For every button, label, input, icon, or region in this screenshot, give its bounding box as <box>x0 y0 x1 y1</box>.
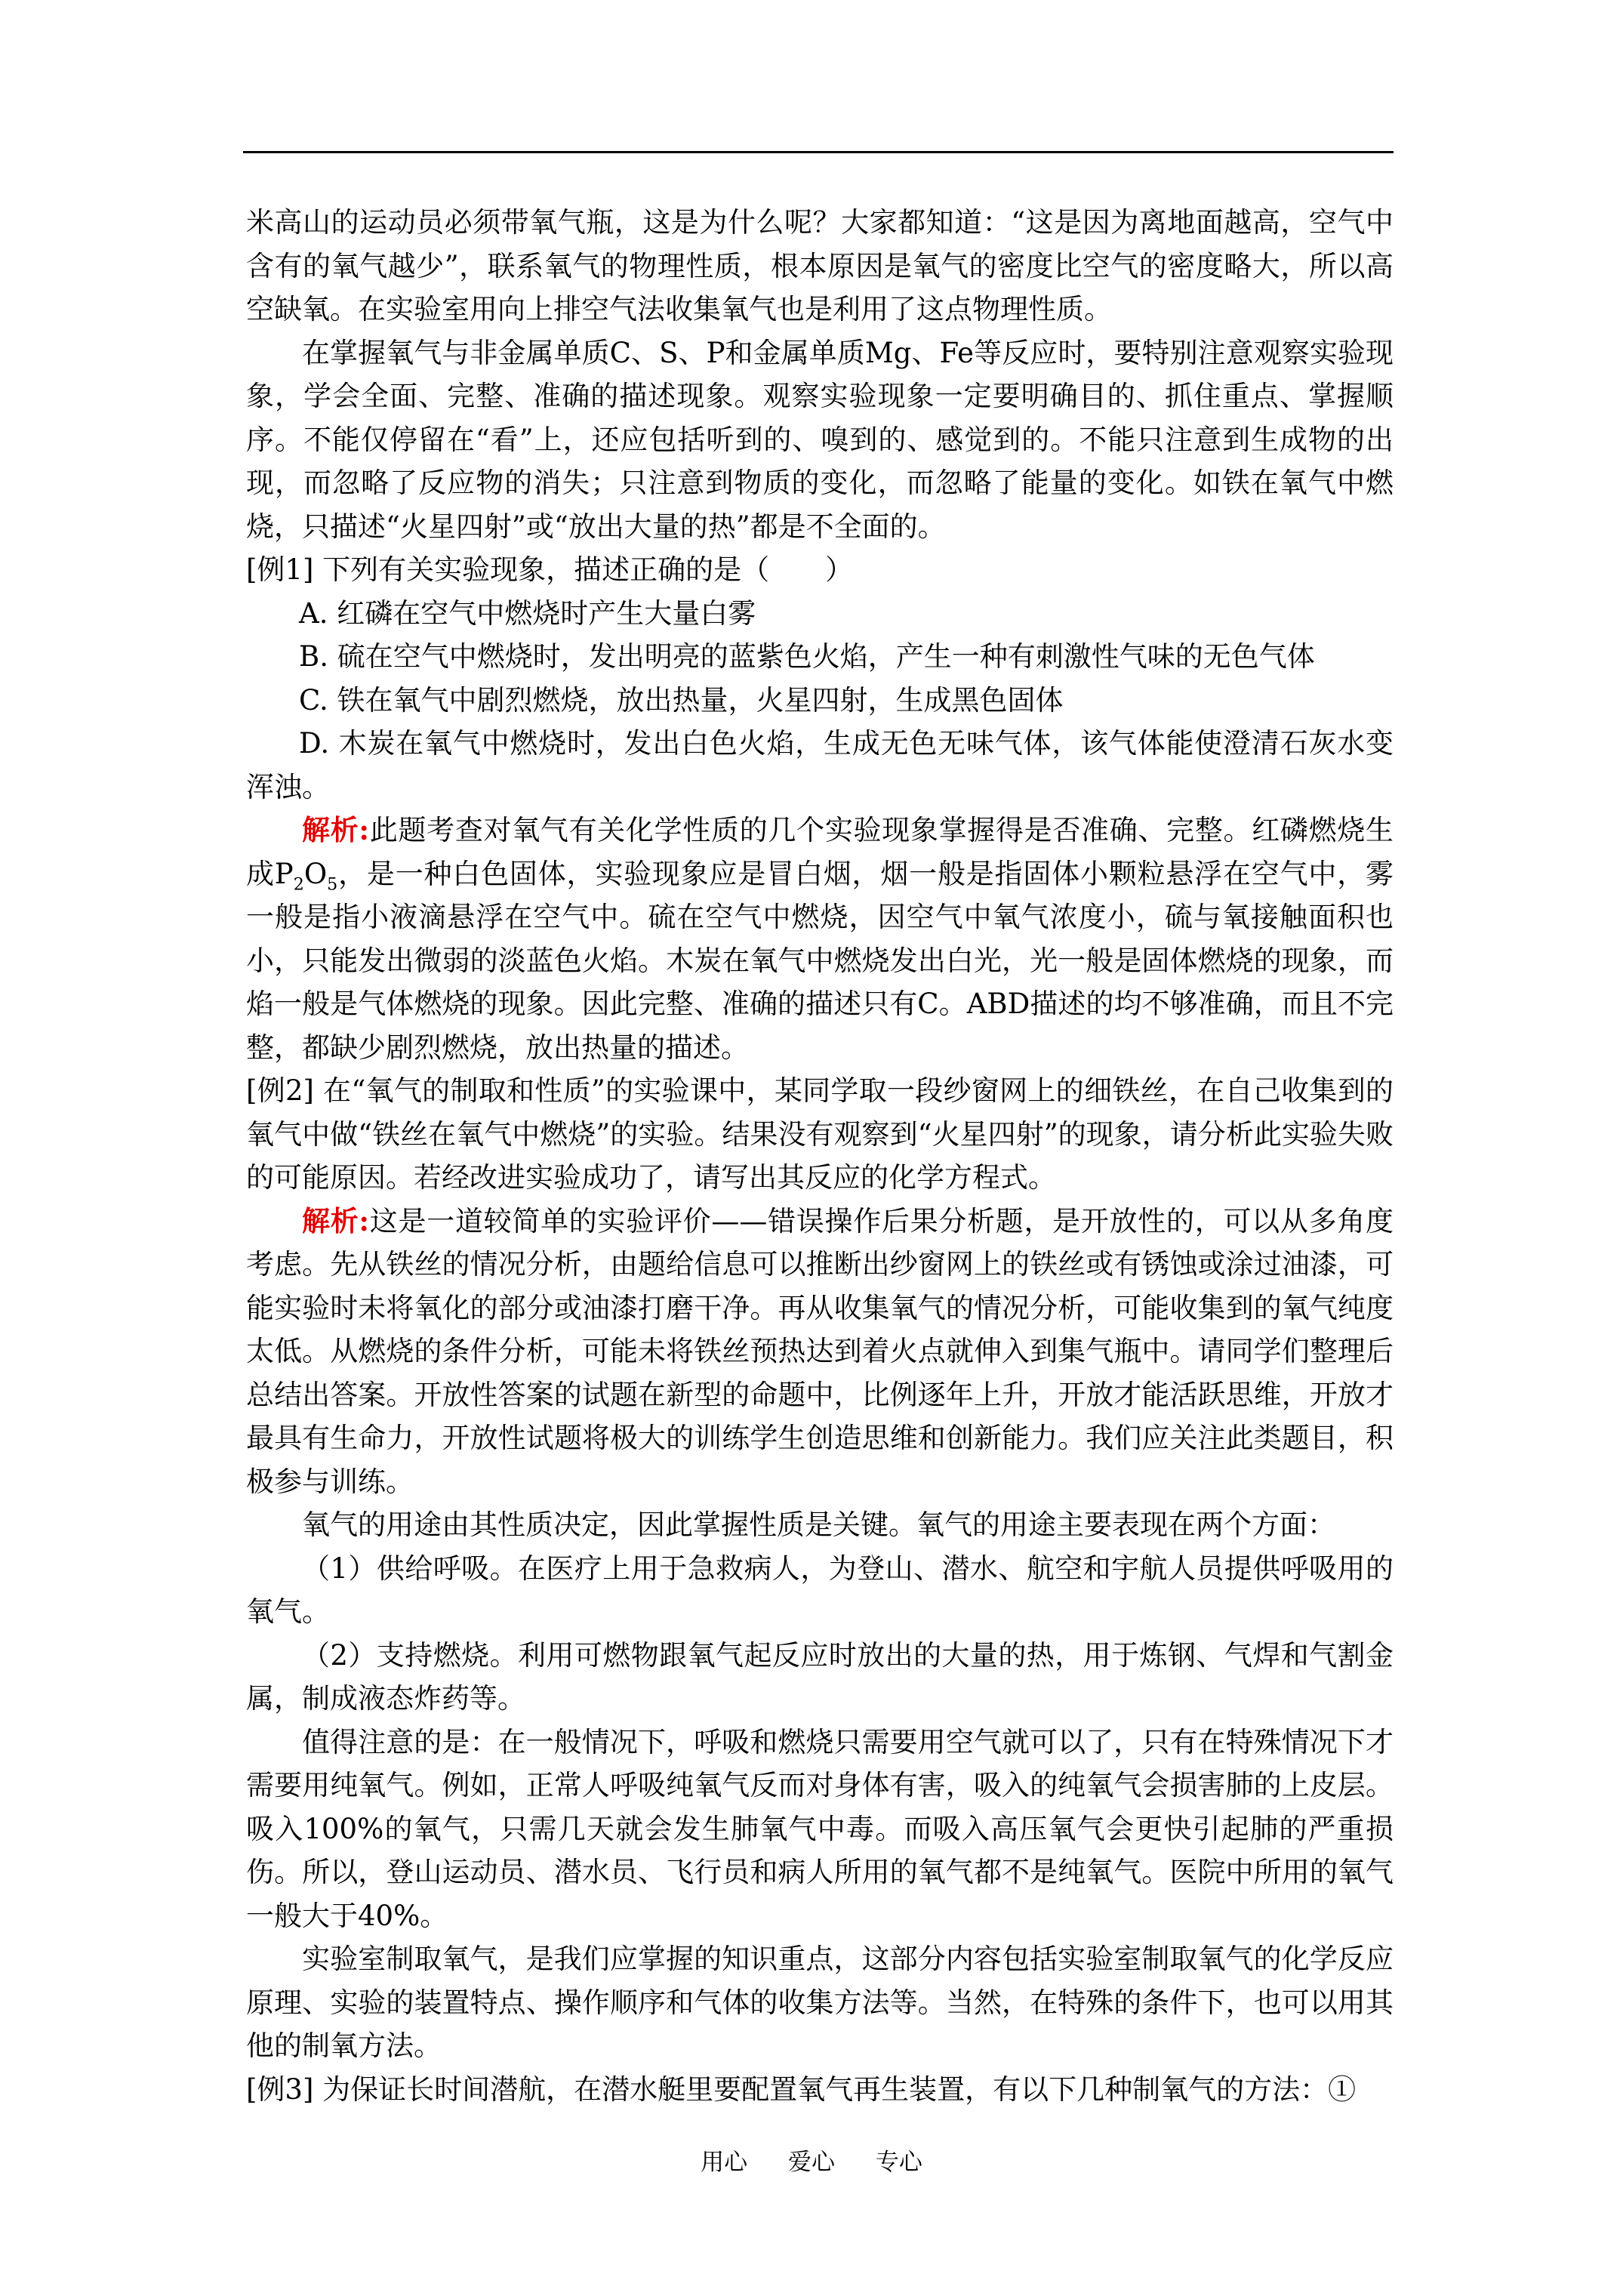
paragraph-observation: 在掌握氧气与非金属单质C、S、P和金属单质Mg、Fe等反应时，要特别注意观察实验现象，学会全面、完整、准确的描述现象。观察实验现象一定要明确目的、抓住重点、掌握顺序。不能仅停留在“看”上，还应包括听到的、嗅到的、感觉到的。不能只注意到生成物的出现，而忽略了反应物的消失；只注意到物质的变化，而忽略了能量的变化。如铁在氧气中燃烧，只描述“火星四射”或“放出大量的热”都是不全面的。 <box>246 336 1394 543</box>
footer-word-3: 专心 <box>875 2149 922 2176</box>
example-1-option-c: C. 铁在氧气中剧烈燃烧，放出热量，火星四射，生成黑色固体 <box>299 683 1064 717</box>
header-rule <box>243 151 1394 153</box>
analysis-text-part1: 此题考查对氧气有关化学性质的几个实验现象掌握得是否准确、完整。红磷燃烧生成P <box>246 814 1394 890</box>
analysis-text-part2: ，是一种白色固体，实验现象应是冒白烟，烟一般是指固体小颗粒悬浮在空气中，雾一般是指小液滴悬浮在空气中。硫在空气中燃烧，因空气中氧气浓度小，硫与氧接触面积也小，只能发出微弱的淡蓝色火焰。木炭在氧气中燃烧发出白光，光一般是固体燃烧的现象，而焰一般是气体燃烧的现象。因此完整、准确的描述只有C。ABD描述的均不够准确，而且不完整，都缺少剧烈燃烧，放出热量的描述。 <box>246 857 1394 1064</box>
example-2-question: [例2] 在“氧气的制取和性质”的实验课中，某同学取一段纱窗网上的细铁丝，在自己收集到的氧气中做“铁丝在氧气中燃烧”的实验。结果没有观察到“火星四射”的现象，请分析此实验失败的可能原因。若经改进实验成功了，请写出其反应的化学方程式。 <box>246 1074 1394 1194</box>
example-2-analysis <box>246 1200 1394 1504</box>
paragraph-note: 值得注意的是：在一般情况下，呼吸和燃烧只需要用空气就可以了，只有在特殊情况下才需要用纯氧气。例如，正常人呼吸纯氧气反而对身体有害，吸入的纯氧气会损害肺的上皮层。吸入100%的氧气，只需几天就会发生肺氧气中毒。而吸入高压氧气会更快引起肺的严重损伤。所以，登山运动员、潜水员、飞行员和病人所用的氧气都不是纯氧气。医院中所用的氧气一般大于40%。 <box>246 1725 1394 1932</box>
oxygen-symbol: O <box>303 857 328 890</box>
footer-word-2: 爱心 <box>788 2149 835 2176</box>
example-1-analysis <box>246 809 1394 1069</box>
analysis-label: 解析: <box>302 1203 370 1237</box>
page-footer <box>0 2143 1623 2177</box>
paragraph-use-breathing: （1）供给呼吸。在医疗上用于急救病人，为登山、潜水、航空和宇航人员提供呼吸用的氧气。 <box>246 1552 1394 1628</box>
example-1-option-a: A. 红磷在空气中燃烧时产生大量白雾 <box>299 596 756 630</box>
footer-word-1: 用心 <box>701 2149 748 2176</box>
paragraph-use-combustion: （2）支持燃烧。利用可燃物跟氧气起反应时放出的大量的热，用于炼钢、气焊和气割金属，制成液态炸药等。 <box>246 1638 1394 1715</box>
paragraph-lab-preparation: 实验室制取氧气，是我们应掌握的知识重点，这部分内容包括实验室制取氧气的化学反应原理、实验的装置特点、操作顺序和气体的收集方法等。当然，在特殊的条件下，也可以用其他的制氧方法。 <box>246 1943 1394 2062</box>
example-1-option-b: B. 硫在空气中燃烧时，发出明亮的蓝紫色火焰，产生一种有刺激性气味的无色气体 <box>299 640 1315 673</box>
subscript-5: 5 <box>327 874 338 894</box>
analysis-label: 解析: <box>302 813 370 846</box>
example-3-question: [例3] 为保证长时间潜航，在潜水艇里要配置氧气再生装置，有以下几种制氧气的方法：① <box>246 2073 1357 2106</box>
example-1-option-d: D. 木炭在氧气中燃烧时，发出白色火焰，生成无色无味气体，该气体能使澄清石灰水变浑浊。 <box>246 727 1394 803</box>
subscript-2: 2 <box>293 874 304 894</box>
example-1-question: [例1] 下列有关实验现象，描述正确的是（ ） <box>246 553 854 586</box>
document-body <box>246 201 1394 2111</box>
analysis-text: 这是一道较简单的实验评价——错误操作后果分析题，是开放性的，可以从多角度考虑。先从铁丝的情况分析，由题给信息可以推断出纱窗网上的铁丝或有锈蚀或涂过油漆，可能实验时未将氧化的部分或油漆打磨干净。再从收集氧气的情况分析，可能收集到的氧气纯度太低。从燃烧的条件分析，可能未将铁丝预热达到着火点就伸入到集气瓶中。请同学们整理后总结出答案。开放性答案的试题在新型的命题中，比例逐年上升，开放才能活跃思维，开放才最具有生命力，开放性试题将极大的训练学生创造思维和创新能力。我们应关注此类题目，积极参与训练。 <box>246 1204 1394 1498</box>
paragraph-altitude: 米高山的运动员必须带氧气瓶，这是为什么呢？大家都知道：“这是因为离地面越高，空气中含有的氧气越少”，联系氧气的物理性质，根本原因是氧气的密度比空气的密度略大，所以高空缺氧。在实验室用向上排空气法收集氧气也是利用了这点物理性质。 <box>246 206 1394 325</box>
paragraph-uses: 氧气的用途由其性质决定，因此掌握性质是关键。氧气的用途主要表现在两个方面： <box>302 1509 1335 1541</box>
